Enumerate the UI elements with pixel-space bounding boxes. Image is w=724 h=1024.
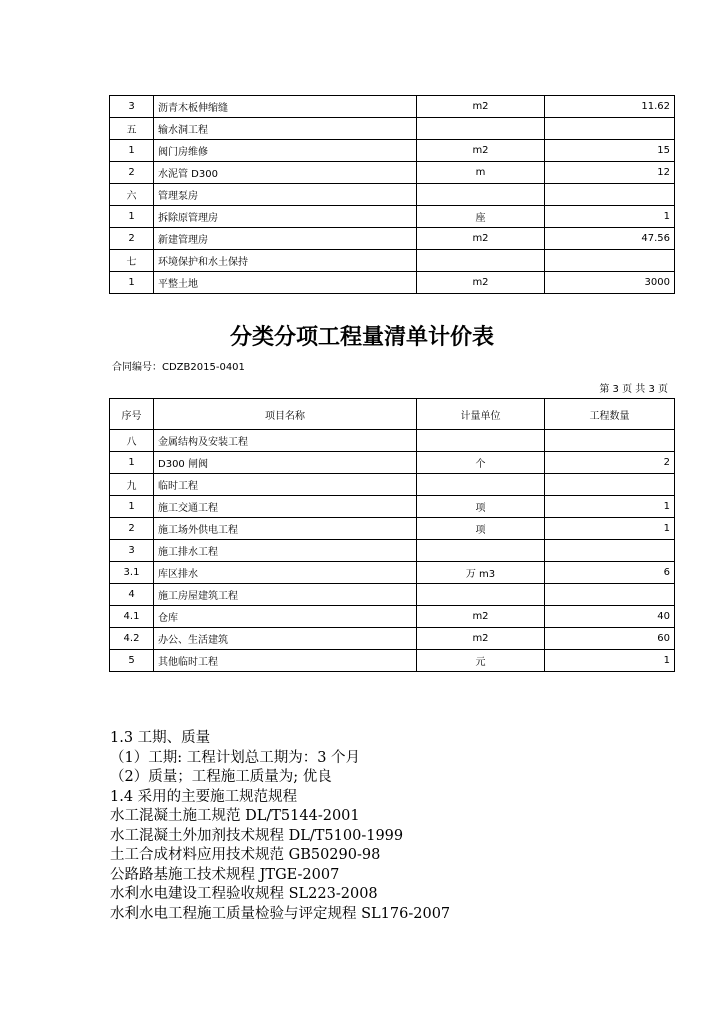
cell-name: 施工交通工程 (154, 496, 417, 518)
text-line: 公路路基施工技术规程 JTGE-2007 (110, 866, 340, 883)
cell-name: 库区排水 (154, 562, 417, 584)
text-line: （2）质量；工程施工质量为; 优良 (110, 769, 332, 785)
cell-qty: 11.62 (545, 96, 675, 118)
cell-unit: m2 (417, 140, 545, 162)
header-name: 项目名称 (154, 399, 417, 430)
table-row (110, 272, 675, 294)
cell-name: 环境保护和水土保持 (154, 250, 417, 272)
cell-name: 仓库 (154, 606, 417, 628)
table-row (110, 206, 675, 228)
cell-qty (545, 474, 675, 496)
cell-no: 1 (110, 140, 154, 162)
cell-unit: m (417, 162, 545, 184)
cell-qty (545, 184, 675, 206)
cell-name: 临时工程 (154, 474, 417, 496)
text-line: 水利水电建设工程验收规程 SL223-2008 (110, 886, 378, 902)
cell-qty: 1 (545, 650, 675, 672)
cell-unit: m2 (417, 628, 545, 650)
table-row (110, 474, 675, 496)
cell-name: 沥青木板伸缩缝 (154, 96, 417, 118)
cell-qty: 60 (545, 628, 675, 650)
header-unit: 计量单位 (417, 399, 545, 430)
table-row (110, 140, 675, 162)
cell-no: 4 (110, 584, 154, 606)
contract-number: 合同编号：CDZB2015-0401 (112, 362, 245, 373)
table-row (110, 496, 675, 518)
cell-qty: 12 (545, 162, 675, 184)
table-row (110, 96, 675, 118)
body-text (110, 729, 450, 924)
cell-name: 阀门房维修 (154, 140, 417, 162)
cell-unit (417, 474, 545, 496)
cell-no: 5 (110, 650, 154, 672)
cell-qty (545, 118, 675, 140)
cell-name: 拆除原管理房 (154, 206, 417, 228)
cell-qty: 2 (545, 452, 675, 474)
cell-name: 施工排水工程 (154, 540, 417, 562)
cell-no: 1 (110, 206, 154, 228)
table-row (110, 118, 675, 140)
cell-qty: 47.56 (545, 228, 675, 250)
cell-name: 施工房屋建筑工程 (154, 584, 417, 606)
cell-name: 金属结构及安装工程 (154, 430, 417, 452)
cell-name: 水泥管 D300 (154, 162, 417, 184)
text-line: 1.3 工期、质量 (110, 730, 211, 746)
table-row (110, 452, 675, 474)
table-row (110, 650, 675, 672)
table-row (110, 518, 675, 540)
cell-unit: 项 (417, 496, 545, 518)
table-row (110, 430, 675, 452)
cell-unit: 元 (417, 650, 545, 672)
cell-qty: 15 (545, 140, 675, 162)
cell-name: D300 闸阀 (154, 452, 417, 474)
text-line: 水工混凝土施工规范 DL/T5144-2001 (110, 808, 360, 824)
cell-unit: m2 (417, 606, 545, 628)
quantity-table (109, 398, 675, 672)
cell-qty: 40 (545, 606, 675, 628)
table-row (110, 540, 675, 562)
cell-name: 管理泵房 (154, 184, 417, 206)
cell-no: 2 (110, 162, 154, 184)
cell-no: 六 (110, 184, 154, 206)
text-line: 1.4 采用的主要施工规范规程 (110, 788, 298, 805)
cell-no: 2 (110, 518, 154, 540)
cell-unit: m2 (417, 96, 545, 118)
cell-name: 平整土地 (154, 272, 417, 294)
cell-no: 1 (110, 272, 154, 294)
cell-unit (417, 118, 545, 140)
cell-qty: 1 (545, 206, 675, 228)
cell-qty: 3000 (545, 272, 675, 294)
cell-qty (545, 250, 675, 272)
cell-no: 七 (110, 250, 154, 272)
cell-unit (417, 184, 545, 206)
cell-qty (545, 584, 675, 606)
cell-no: 4.1 (110, 606, 154, 628)
cell-unit (417, 430, 545, 452)
cell-no: 2 (110, 228, 154, 250)
text-line: 土工合成材料应用技术规范 GB50290-98 (110, 847, 381, 863)
cell-no: 八 (110, 430, 154, 452)
cell-name: 输水洞工程 (154, 118, 417, 140)
table-row (110, 184, 675, 206)
cell-qty: 1 (545, 518, 675, 540)
cell-unit: 项 (417, 518, 545, 540)
cell-unit: 个 (417, 452, 545, 474)
table-header-row (110, 399, 675, 430)
cell-name: 新建管理房 (154, 228, 417, 250)
text-line: 水利水电工程施工质量检验与评定规程 SL176-2007 (110, 905, 451, 922)
cell-unit: m2 (417, 228, 545, 250)
table-row (110, 250, 675, 272)
cell-no: 1 (110, 496, 154, 518)
quantity-table-continued (109, 95, 675, 294)
cell-no: 五 (110, 118, 154, 140)
text-line: 水工混凝土外加剂技术规程 DL/T5100-1999 (110, 827, 404, 844)
header-no: 序号 (110, 399, 154, 430)
cell-no: 3.1 (110, 562, 154, 584)
cell-qty: 1 (545, 496, 675, 518)
cell-no: 3 (110, 540, 154, 562)
table-row (110, 162, 675, 184)
cell-no: 3 (110, 96, 154, 118)
cell-unit: 万 m3 (417, 562, 545, 584)
page-title: 分类分项工程量清单计价表 (229, 325, 494, 350)
header-qty: 工程数量 (545, 399, 675, 430)
table-row (110, 628, 675, 650)
cell-no: 九 (110, 474, 154, 496)
cell-unit: m2 (417, 272, 545, 294)
cell-qty (545, 430, 675, 452)
cell-qty: 6 (545, 562, 675, 584)
table-row (110, 584, 675, 606)
text-line: （1）工期: 工程计划总工期为：3 个月 (110, 749, 361, 766)
cell-unit (417, 540, 545, 562)
table-row (110, 228, 675, 250)
page-indicator: 第 3 页 共 3 页 (599, 384, 668, 395)
table-row (110, 562, 675, 584)
table-row (110, 606, 675, 628)
cell-unit (417, 250, 545, 272)
cell-unit (417, 584, 545, 606)
cell-name: 施工场外供电工程 (154, 518, 417, 540)
cell-no: 4.2 (110, 628, 154, 650)
cell-qty (545, 540, 675, 562)
cell-name: 办公、生活建筑 (154, 628, 417, 650)
cell-no: 1 (110, 452, 154, 474)
cell-name: 其他临时工程 (154, 650, 417, 672)
cell-unit: 座 (417, 206, 545, 228)
